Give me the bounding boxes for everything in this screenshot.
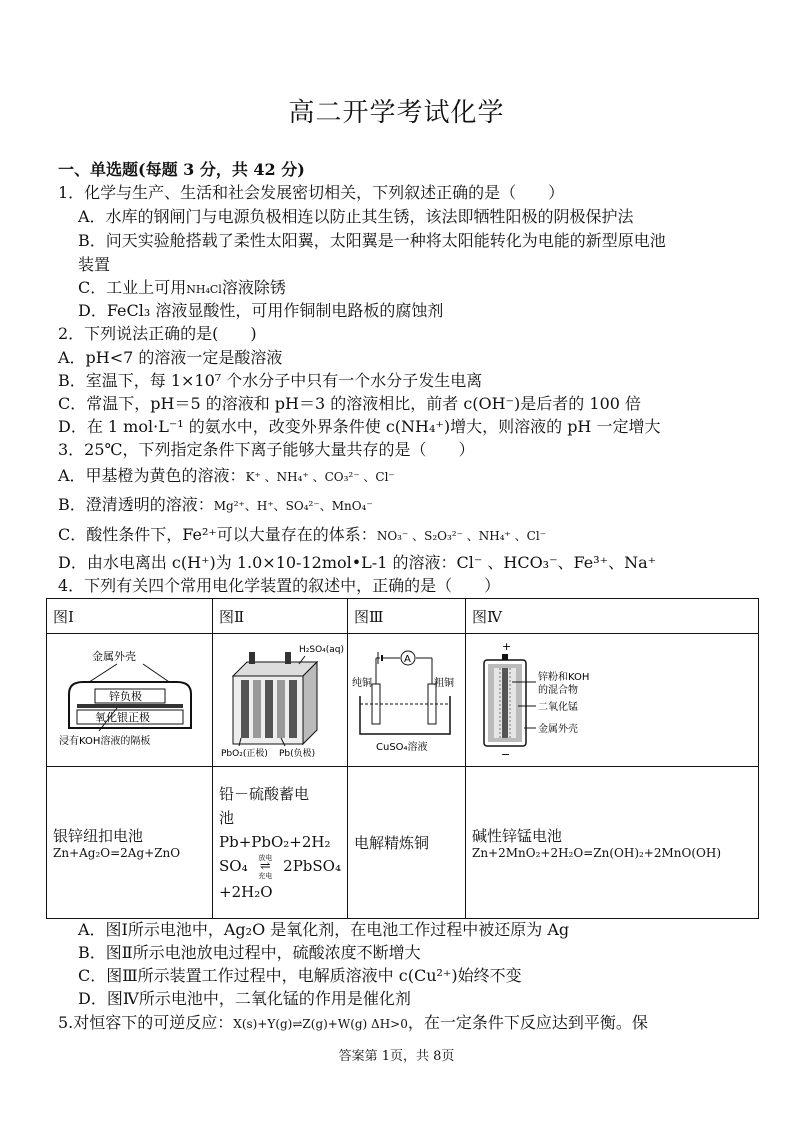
q4-stem: 4．下列有关四个常用电化学装置的叙述中，正确的是（ ） [58, 576, 501, 595]
q4-option-d: D．图Ⅳ所示电池中，二氧化锰的作用是催化剂 [78, 989, 411, 1008]
fig2-name-line1: 铅－硫酸蓄电 [219, 784, 310, 803]
q3-option-b [58, 495, 373, 516]
header-fig1: 图Ⅰ [47, 599, 213, 634]
fig4-cell [465, 634, 758, 767]
fig2-name-line2: 池 [219, 808, 235, 827]
header-fig4: 图Ⅳ [465, 599, 758, 634]
q2-option-b: B．室温下，每 1×10⁷ 个水分子中只有一个水分子发生电离 [58, 371, 483, 390]
q3-option-a [58, 466, 395, 487]
q5-equation: X(s)+Y(g)⇌Z(g)+W(g) ΔH>0 [233, 1017, 408, 1031]
fig1-device-name: 银锌纽扣电池 [53, 827, 144, 845]
fig1-reaction: Zn+Ag₂O=2Ag+ZnO [53, 846, 181, 860]
fig2-cell [213, 634, 348, 767]
fig2-reaction-so4: SO₄ [219, 856, 248, 875]
q2-stem: 2．下列说法正确的是( ) [58, 324, 257, 343]
fig4-mno2-label: 二氧化锰 [537, 702, 578, 713]
alkaline-battery-diagram [466, 634, 758, 762]
q2-option-d: D．在 1 mol·L⁻¹ 的氨水中，改变外界条件使 c(NH₄⁺)增大，则溶液的 pH 一定增大 [58, 417, 661, 436]
equilibrium-arrow-icon: ⇌ [259, 858, 271, 874]
q4-option-b: B．图Ⅱ所示电池放电过程中，硫酸浓度不断增大 [78, 943, 421, 962]
button-cell-diagram [47, 634, 212, 762]
fig4-reaction: Zn+2MnO₂+2H₂O=Zn(OH)₂+2MnO(OH) [471, 846, 722, 860]
fig2-reaction-line1: Pb+PbO₂+2H₂ [219, 832, 331, 851]
fig3-crude-label: 粗铜 [433, 678, 454, 689]
fig4-shell-label: 金属外壳 [537, 724, 578, 735]
fig2-reaction-pbso4: 2PbSO₄ [283, 856, 341, 875]
q3-a-pre: A．甲基橙为黄色的溶液： [58, 466, 246, 485]
q4-option-a: A．图Ⅰ所示电池中，Ag₂O 是氧化剂，在电池工作过程中被还原为 Ag [78, 920, 570, 939]
q3-c-pre: C．酸性条件下，Fe²⁺可以大量存在的体系： [58, 525, 377, 544]
fig3-meter-label: A [403, 654, 411, 665]
fig4-device-name: 碱性锌锰电池 [471, 827, 562, 845]
electrolytic-refining-diagram [348, 634, 465, 762]
q1-c-pre: C．工业上可用 [78, 278, 187, 297]
q3-stem: 3．25℃，下列指定条件下离子能够大量共存的是（ ） [58, 440, 475, 459]
fig2-acid-label: H₂SO₄(aq) [299, 645, 345, 655]
q1-option-b-cont: 装置 [78, 255, 111, 274]
fig3-cell [347, 634, 465, 767]
q1-stem: 1．化学与生产、生活和社会发展密切相关，下列叙述正确的是（ ） [58, 183, 565, 202]
discharge-label: 放电 [258, 853, 273, 862]
q1-c-formula: NH₄Cl [186, 283, 222, 296]
charge-label: 充电 [258, 871, 273, 880]
q3-option-d: D．由水电离出 c(H⁺)为 1.0×10-12mol•L-1 的溶液：Cl⁻ 、HCO₃⁻、Fe³⁺、Na⁺ [58, 553, 657, 572]
header-fig2: 图Ⅱ [213, 599, 348, 634]
q5-pre: 5.对恒容下的可逆反应： [58, 1013, 234, 1032]
fig3-solution-label: CuSO₄溶液 [375, 742, 428, 753]
q4-option-c: C．图Ⅲ所示装置工作过程中，电解质溶液中 c(Cu²⁺)始终不变 [78, 966, 522, 985]
q1-option-a: A．水库的钢闸门与电源负极相连以防止其生锈，该法即牺牲阳极的阴极保护法 [78, 207, 634, 226]
q3-b-ions: Mg²⁺、H⁺、SO₄²⁻、MnO₄⁻ [213, 499, 373, 513]
fig1-shell-label: 金属外壳 [92, 650, 136, 663]
fig1-sep-label: 浸有KOH溶液的隔板 [59, 736, 151, 747]
desc-fig1 [47, 767, 213, 919]
fig2-pbo2-label: PbO₂(正极) [221, 749, 268, 759]
q5-post: ，在一定条件下反应达到平衡。保 [407, 1013, 648, 1032]
fig1-pos-label: 氧化银正极 [95, 711, 150, 724]
q2-option-c: C．常温下，pH＝5 的溶液和 pH＝3 的溶液相比，前者 c(OH⁻)是后者的 100 倍 [58, 394, 642, 413]
fig1-cell [47, 634, 213, 767]
fig2-reaction-line3: +2H₂O [219, 882, 273, 901]
fig4-anode-label: 锌粉和KOH [537, 672, 590, 683]
q1-c-post: 溶液除锈 [221, 278, 286, 297]
q1-option-d: D．FeCl₃ 溶液显酸性，可用作铜制电路板的腐蚀剂 [78, 301, 444, 320]
fig3-pure-label: 纯铜 [351, 678, 372, 689]
q3-b-pre: B．澄清透明的溶液： [58, 495, 214, 514]
q1-option-c [78, 278, 286, 300]
q3-a-ions: K⁺ 、NH₄⁺ 、CO₃²⁻ 、Cl⁻ [245, 470, 395, 484]
reversible-arrow [252, 854, 278, 880]
q3-c-ions: NO₃⁻ 、S₂O₃²⁻ 、NH₄⁺ 、Cl⁻ [376, 529, 547, 543]
desc-fig3: 电解精炼铜 [347, 767, 465, 919]
page-footer: 答案第 1页，共 8页 [338, 1049, 455, 1064]
q4-device-table [46, 598, 759, 919]
desc-fig2 [213, 767, 348, 919]
fig4-anode-label-cont: 的混合物 [537, 685, 578, 696]
q2-option-a: A．pH<7 的溶液一定是酸溶液 [58, 348, 283, 367]
fig4-plus-label: + [501, 640, 512, 653]
section-heading: 一、单选题(每题 3 分，共 42 分) [58, 160, 305, 179]
fig4-minus-label: − [500, 748, 511, 761]
q5-stem [58, 1013, 648, 1034]
fig2-pb-label: Pb(负极) [279, 749, 316, 759]
lead-acid-battery-diagram [213, 634, 345, 762]
fig1-neg-label: 锌负极 [109, 690, 142, 703]
page-title: 高二开学考试化学 [288, 98, 505, 128]
header-fig3: 图Ⅲ [347, 599, 465, 634]
fig2-reaction-line2 [219, 854, 341, 880]
q3-option-c [58, 525, 546, 546]
desc-fig4 [465, 767, 758, 919]
q1-option-b: B．问天实验舱搭载了柔性太阳翼，太阳翼是一种将太阳能转化为电能的新型原电池 [78, 231, 666, 250]
